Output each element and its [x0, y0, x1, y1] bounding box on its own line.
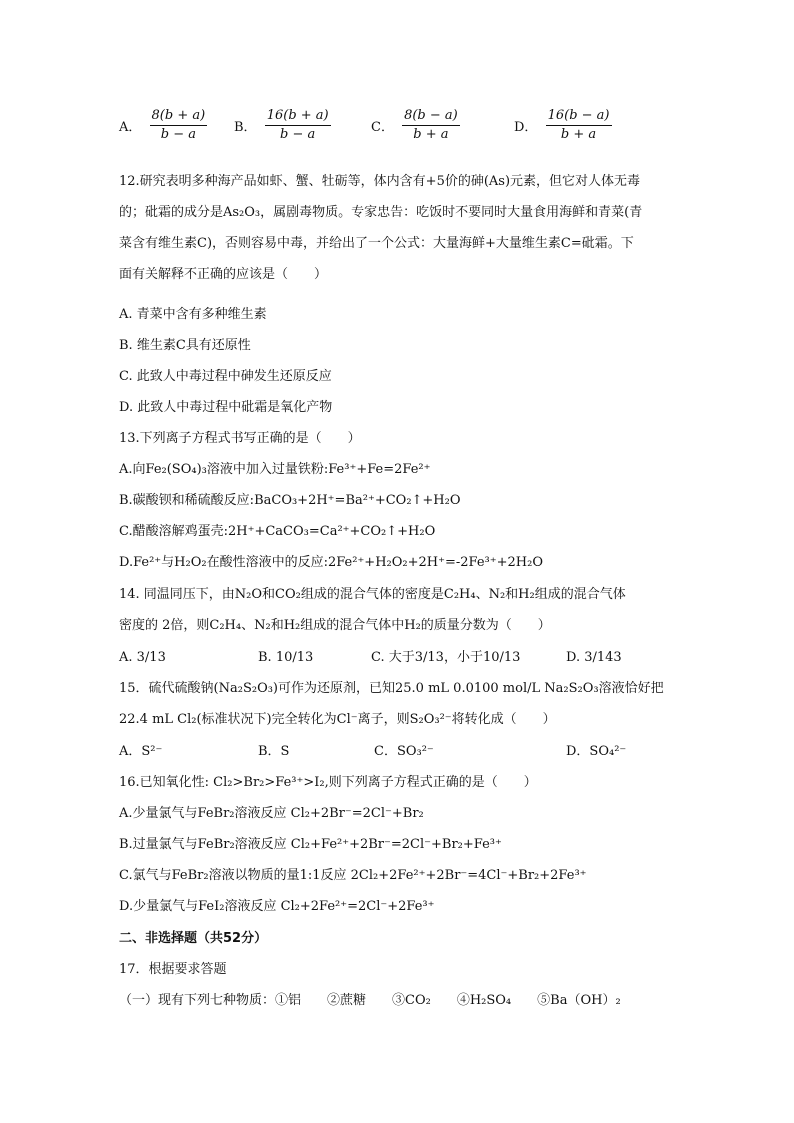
denominator: b − a — [280, 127, 316, 142]
fraction — [546, 108, 612, 143]
q15-line1: 15．硫代硫酸钠(Na₂S₂O₃)可作为还原剂，已知25.0 mL 0.0100 mol/L Na₂S₂O₃溶液恰好把 — [119, 681, 664, 696]
q13-option-d: D.Fe²⁺与H₂O₂在酸性溶液中的反应:2Fe²⁺+H₂O₂+2H⁺=-2Fe³⁺+2H₂O — [119, 555, 543, 570]
q12-option-c: C. 此致人中毒过程中砷发生还原反应 — [119, 369, 332, 384]
fraction — [150, 108, 208, 143]
q16-stem: 16.已知氧化性: Cl₂>Br₂>Fe³⁺>I₂,则下列离子方程式正确的是（ ） — [119, 775, 537, 790]
q15-option-a: A．S²⁻ — [119, 744, 163, 759]
q16-option-c: C.氯气与FeBr₂溶液以物质的量1:1反应 2Cl₂+2Fe²⁺+2Br⁻=4Cl⁻+Br₂+2Fe³⁺ — [119, 868, 587, 883]
q12-option-b: B. 维生素C具有还原性 — [119, 338, 251, 353]
q13-stem: 13.下列离子方程式书写正确的是（ ） — [119, 431, 361, 446]
q13-option-b: B.碳酸钡和稀硫酸反应:BaCO₃+2H⁺=Ba²⁺+CO₂↑+H₂O — [119, 493, 461, 508]
q12-option-d: D. 此致人中毒过程中砒霜是氧化产物 — [119, 400, 333, 415]
q14-line1: 14. 同温同压下，由N₂O和CO₂组成的混合气体的密度是C₂H₄、N₂和H₂组成的混合气体 — [119, 587, 626, 602]
numerator: 16(b − a) — [546, 108, 612, 126]
section-heading: 二、非选择题（共52分） — [119, 931, 268, 946]
option-b-q11 — [234, 108, 331, 143]
q12-line2: 的；砒霜的成分是As₂O₃，属剧毒物质。专家忠告：吃饭时不要同时大量食用海鲜和青菜(青 — [119, 205, 643, 220]
option-label: A． — [119, 120, 142, 135]
option-label: B． — [234, 120, 257, 135]
fraction — [402, 108, 460, 143]
q15-option-c: C．SO₃²⁻ — [374, 744, 434, 759]
q15-line2: 22.4 mL Cl₂(标准状况下)完全转化为Cl⁻离子，则S₂O₃²⁻将转化成（ ） — [119, 712, 556, 727]
q12-option-a: A. 青菜中含有多种维生素 — [119, 307, 267, 322]
q13-option-a: A.向Fe₂(SO₄)₃溶液中加入过量铁粉:Fe³⁺+Fe=2Fe²⁺ — [119, 462, 431, 477]
option-a-q11 — [119, 108, 207, 143]
q16-option-b: B.过量氯气与FeBr₂溶液反应 Cl₂+Fe²⁺+2Br⁻=2Cl⁻+Br₂+Fe³⁺ — [119, 837, 502, 852]
q14-option-b: B. 10/13 — [258, 650, 314, 665]
q12-line4: 面有关解释不正确的应该是（ ） — [119, 267, 328, 282]
numerator: 8(b + a) — [150, 108, 208, 126]
q12-line3: 菜含有维生素C)，否则容易中毒，并给出了一个公式：大量海鲜+大量维生素C=砒霜。下 — [119, 236, 634, 251]
q16-option-d: D.少量氯气与FeI₂溶液反应 Cl₂+2Fe²⁺=2Cl⁻+2Fe³⁺ — [119, 899, 435, 914]
q14-option-d: D. 3/143 — [566, 650, 622, 665]
numerator: 8(b − a) — [402, 108, 460, 126]
denominator: b + a — [560, 127, 597, 142]
option-d-q11 — [514, 108, 612, 143]
q16-option-a: A.少量氯气与FeBr₂溶液反应 Cl₂+2Br⁻=2Cl⁻+Br₂ — [119, 806, 424, 821]
q17-sub1: （一）现有下列七种物质：①铝 ②蔗糖 ③CO₂ ④H₂SO₄ ⑤Ba（OH）₂ — [119, 993, 621, 1008]
option-c-q11 — [371, 108, 460, 143]
q14-option-c: C. 大于3/13，小于10/13 — [371, 650, 521, 665]
q17-stem: 17．根据要求答题 — [119, 962, 227, 977]
q13-option-c: C.醋酸溶解鸡蛋壳:2H⁺+CaCO₃=Ca²⁺+CO₂↑+H₂O — [119, 524, 436, 539]
q12-line1: 12.研究表明多种海产品如虾、蟹、牡砺等，体内含有+5价的砷(As)元素，但它对人体无毒 — [119, 174, 641, 189]
denominator: b − a — [160, 127, 196, 142]
numerator: 16(b + a) — [265, 108, 331, 126]
option-label: D． — [514, 120, 538, 135]
q14-line2: 密度的 2倍，则C₂H₄、N₂和H₂组成的混合气体中H₂的质量分数为（ ） — [119, 618, 551, 633]
q15-option-d: D．SO₄²⁻ — [566, 744, 627, 759]
q14-option-a: A. 3/13 — [119, 650, 166, 665]
fraction — [265, 108, 331, 143]
denominator: b + a — [413, 127, 449, 142]
q15-option-b: B．S — [258, 744, 290, 759]
option-label: C． — [371, 120, 394, 135]
